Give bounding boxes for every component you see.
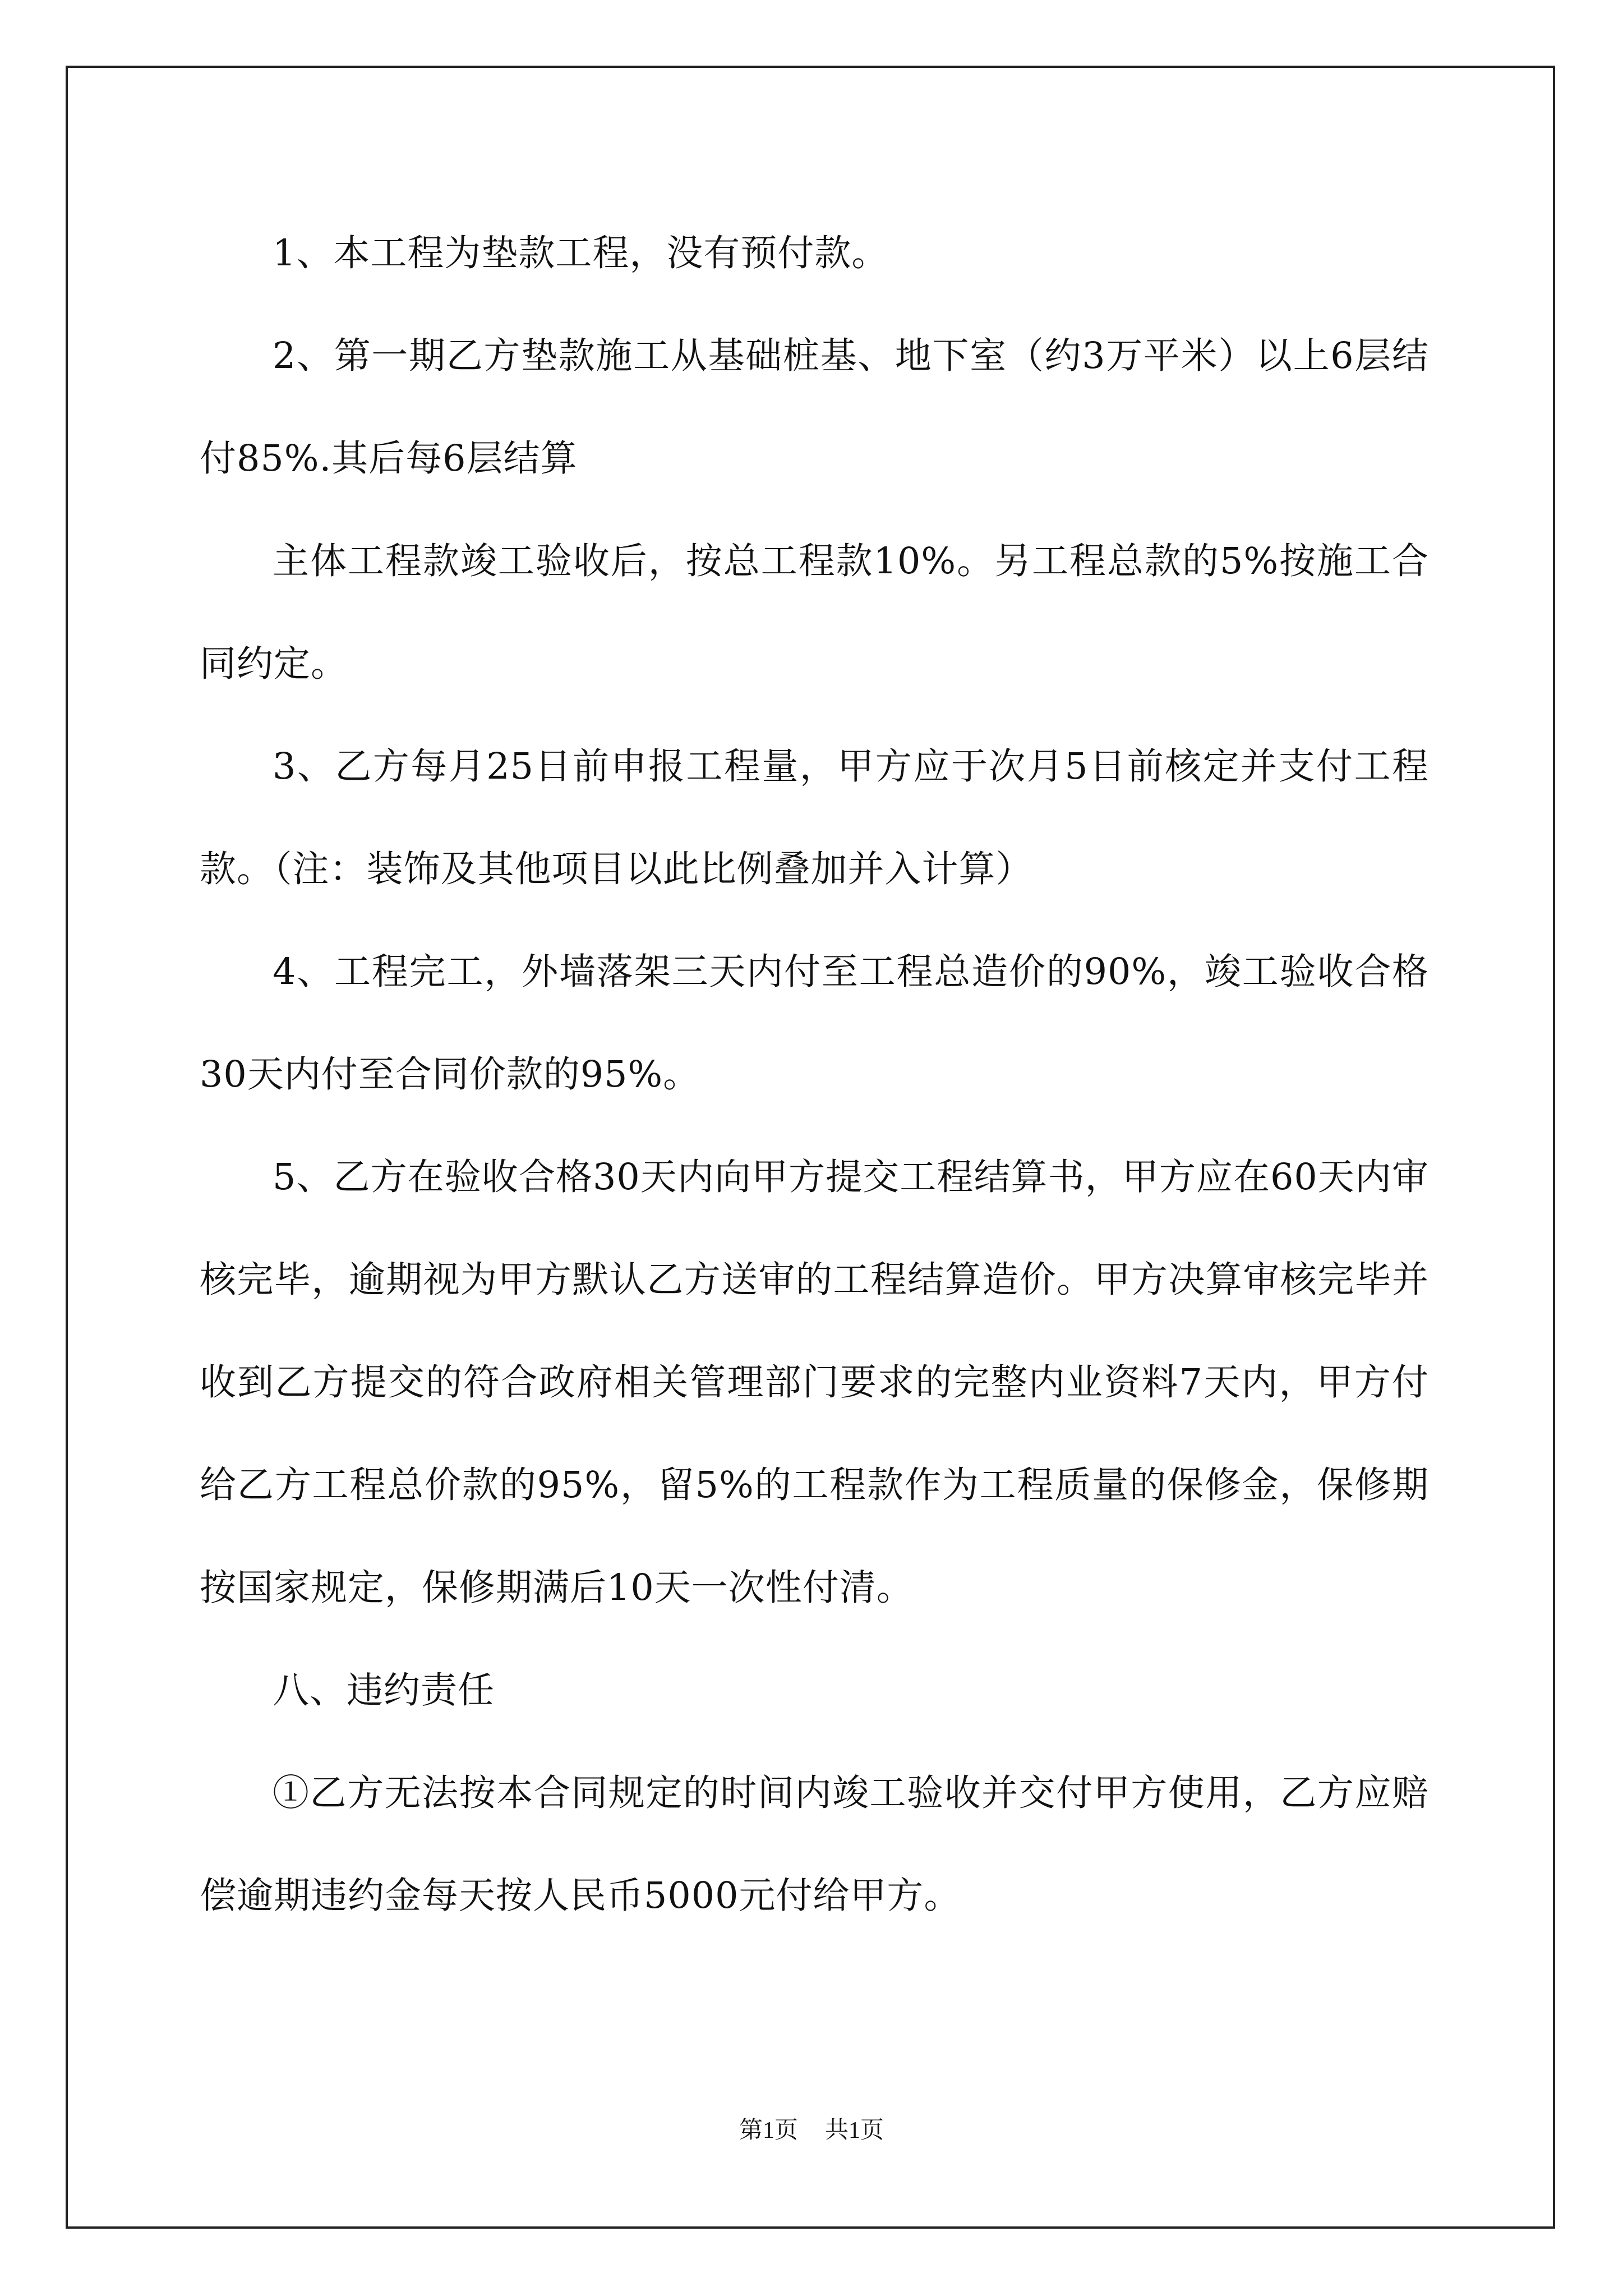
paragraph-clause-5: 5、乙方在验收合格30天内向甲方提交工程结算书，甲方应在60天内审核完毕，逾期视为甲方默认乙方送审的工程结算造价。甲方决算审核完毕并收到乙方提交的符合政府相关管理部门要求的完整内业资料7天内，甲方付给乙方工程总价款的95%，留5%的工程款作为工程质量的保修金，保修期按国家规定，保修期满后10天一次性付清。 [200, 1156, 1429, 1609]
page-number-current: 第1页 [739, 2118, 798, 2143]
document-body [200, 202, 1429, 1947]
section-heading-breach: 八、违约责任 [273, 1669, 495, 1711]
page-footer [0, 2114, 1623, 2147]
paragraph-main-works: 主体工程款竣工验收后，按总工程款10%。另工程总款的5%按施工合同约定。 [200, 540, 1429, 685]
paragraph-clause-1: 1、本工程为垫款工程，没有预付款。 [273, 232, 889, 274]
page-number-total: 共1页 [825, 2118, 884, 2143]
paragraph-clause-4: 4、工程完工，外墙落架三天内付至工程总造价的90%，竣工验收合格30天内付至合同价款的95%。 [200, 951, 1429, 1096]
paragraph-clause-3: 3、乙方每月25日前申报工程量，甲方应于次月5日前核定并支付工程款。（注：装饰及其他项目以此比例叠加并入计算） [200, 746, 1429, 890]
paragraph-clause-2: 2、第一期乙方垫款施工从基础桩基、地下室（约3万平米）以上6层结付85%.其后每6层结算 [200, 335, 1429, 480]
paragraph-breach-1: ①乙方无法按本合同规定的时间内竣工验收并交付甲方使用，乙方应赔偿逾期违约金每天按人民币5000元付给甲方。 [200, 1772, 1429, 1917]
